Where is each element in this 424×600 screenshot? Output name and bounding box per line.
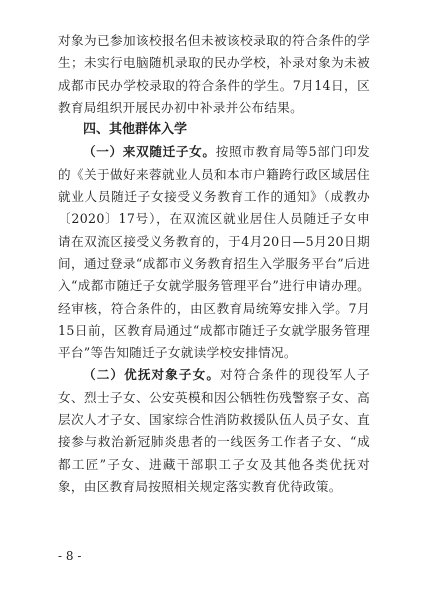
document-body: [58, 30, 370, 498]
paragraph-preferential-children-heading: （二）优抚对象子女。: [83, 367, 221, 383]
paragraph-migrant-children-heading: （一）来双随迁子女。: [83, 144, 216, 160]
paragraph-migrant-children: [58, 141, 370, 364]
paragraph-preferential-children-body: 对符合条件的现役军人子女、烈士子女、公安英模和因公牺牲伤残警察子女、高层次人才子女、国家综合性消防救援队伍人员子女、直接参与救治新冠肺炎患者的一线医务工作者子女、“成都工匠”子女、进藏干部职工子女及其他各类优抚对象，由区教育局按照相关规定落实教育优待政策。: [58, 367, 370, 494]
paragraph-preferential-children: [58, 364, 370, 498]
section-heading: 四、其他群体入学: [83, 122, 188, 138]
page-number: - 8 -: [58, 549, 82, 563]
continuation-paragraph: 对象为已参加该校报名但未被该校录取的符合条件的学生；未实行电脑随机录取的民办学校，补录对象为未被成都市民办学校录取的符合条件的学生。7月14日，区教育局组织开展民办初中补录并公布结果。: [58, 33, 370, 115]
paragraph-migrant-children-body: 按照市教育局等5部门印发的《关于做好来蓉就业人员和本市户籍跨行政区域居住就业人员随迁子女接受义务教育工作的通知》（成教办〔2020〕17号），在双流区就业居住人员随迁子女申请在双流区接受义务教育的，于4月20日—5月20日期间，通过登录“成都市义务教育招生入学服务平台”后进入“成都市随迁子女就学服务管理平台”进行申请办理。经审核，符合条件的，由区教育局统筹安排入学。7月15日前，区教育局通过“成都市随迁子女就学服务管理平台”等告知随迁子女就读学校安排情况。: [58, 144, 370, 361]
